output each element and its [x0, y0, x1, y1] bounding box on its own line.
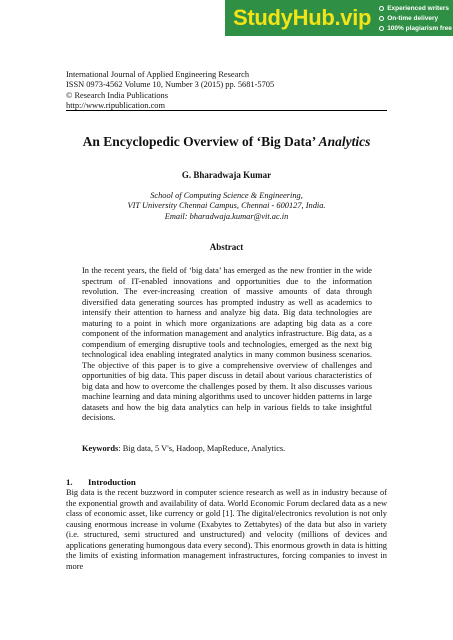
author-name: G. Bharadwaja Kumar — [181, 170, 272, 180]
keywords-label: Keywords — [82, 444, 119, 453]
paper-title — [40, 134, 413, 150]
banner-feature: 100% plagiarism free — [379, 24, 452, 33]
studyhub-logo[interactable]: StudyHub.vip — [233, 5, 372, 30]
check-circle-icon — [379, 6, 384, 11]
introduction-text: Big data is the recent buzzword in computer science research as well as in industry because of the exponential growth and availability of data. World Economic Forum declared data as a new class of economic asset, like currency or gold [1]. The digital/electronics revolution is not only causing enormous increase in volume (Exabytes to Zettabytes) of the data but also in variety (i.e. structured, semi structured and unstructured) and velocity (millions of devices and applications generating humongous data every second). This enormous growth in data is hitting the limits of existing information management infrastructures, forcing companies to invest in more — [66, 488, 387, 571]
check-circle-icon — [379, 16, 384, 21]
section-title: Introduction — [88, 477, 136, 487]
abstract-heading: Abstract — [209, 242, 244, 252]
section-heading — [66, 477, 136, 487]
journal-url[interactable]: http://www.ripublication.com — [66, 101, 166, 111]
check-circle-icon — [379, 26, 384, 31]
affiliation-line: VIT University Chennai Campus, Chennai - 600127, India. — [127, 201, 326, 211]
banner-features — [379, 4, 452, 33]
journal-issn: ISSN 0973-4562 Volume 10, Number 3 (2015) pp. 5681-5705 — [66, 80, 275, 90]
journal-copyright: © Research India Publications — [66, 90, 168, 100]
journal-name: International Journal of Applied Engineering Research — [66, 70, 250, 79]
section-number: 1. — [66, 477, 73, 487]
author-email[interactable]: Email: bharadwaja.kumar@vit.ac.in — [164, 211, 289, 221]
header-divider — [66, 110, 387, 111]
affiliation-line: School of Computing Science & Engineering, — [150, 191, 303, 200]
journal-header — [66, 70, 387, 112]
studyhub-banner[interactable] — [225, 0, 453, 36]
title-main: An Encyclopedic Overview of ‘Big Data’ — [82, 134, 319, 149]
keywords-text: : Big data, 5 V's, Hadoop, MapReduce, Analytics. — [118, 444, 286, 453]
author-affiliation — [40, 191, 413, 222]
abstract-text: In the recent years, the field of ‘big data’ has emerged as the new frontier in the wide spectrum of IT-enabled innovations and opportunities due to the information revolution. The ever-increasing creation of massive amounts of data through diversified data generating sources has prompted industry as well as academics to intensify their attention to harness and analyze big data. Big data technologies are maturing to a point in which more organizations are adapting big data as a core component of the information management and analytics infrastructure. Big data, as a compendium of emerging disruptive tools and technologies, emerged as the next big technological idea enabling integrated analytics in many common business scenarios. The objective of this paper is to give a comprehensive overview of challenges and opportunities of big data. This paper discuss in detail about various characteristics of big data and how to overcome the challenges posed by them. It also discusses various machine learning and data mining algorithms used to uncover hidden patterns in large datasets and how the big data analytics can help in various fields to take insightful decisions. — [82, 266, 372, 422]
banner-feature: On-time delivery — [379, 14, 452, 23]
title-italic: Analytics — [318, 134, 371, 149]
keywords — [82, 444, 382, 453]
banner-feature: Experienced writers — [379, 4, 452, 13]
